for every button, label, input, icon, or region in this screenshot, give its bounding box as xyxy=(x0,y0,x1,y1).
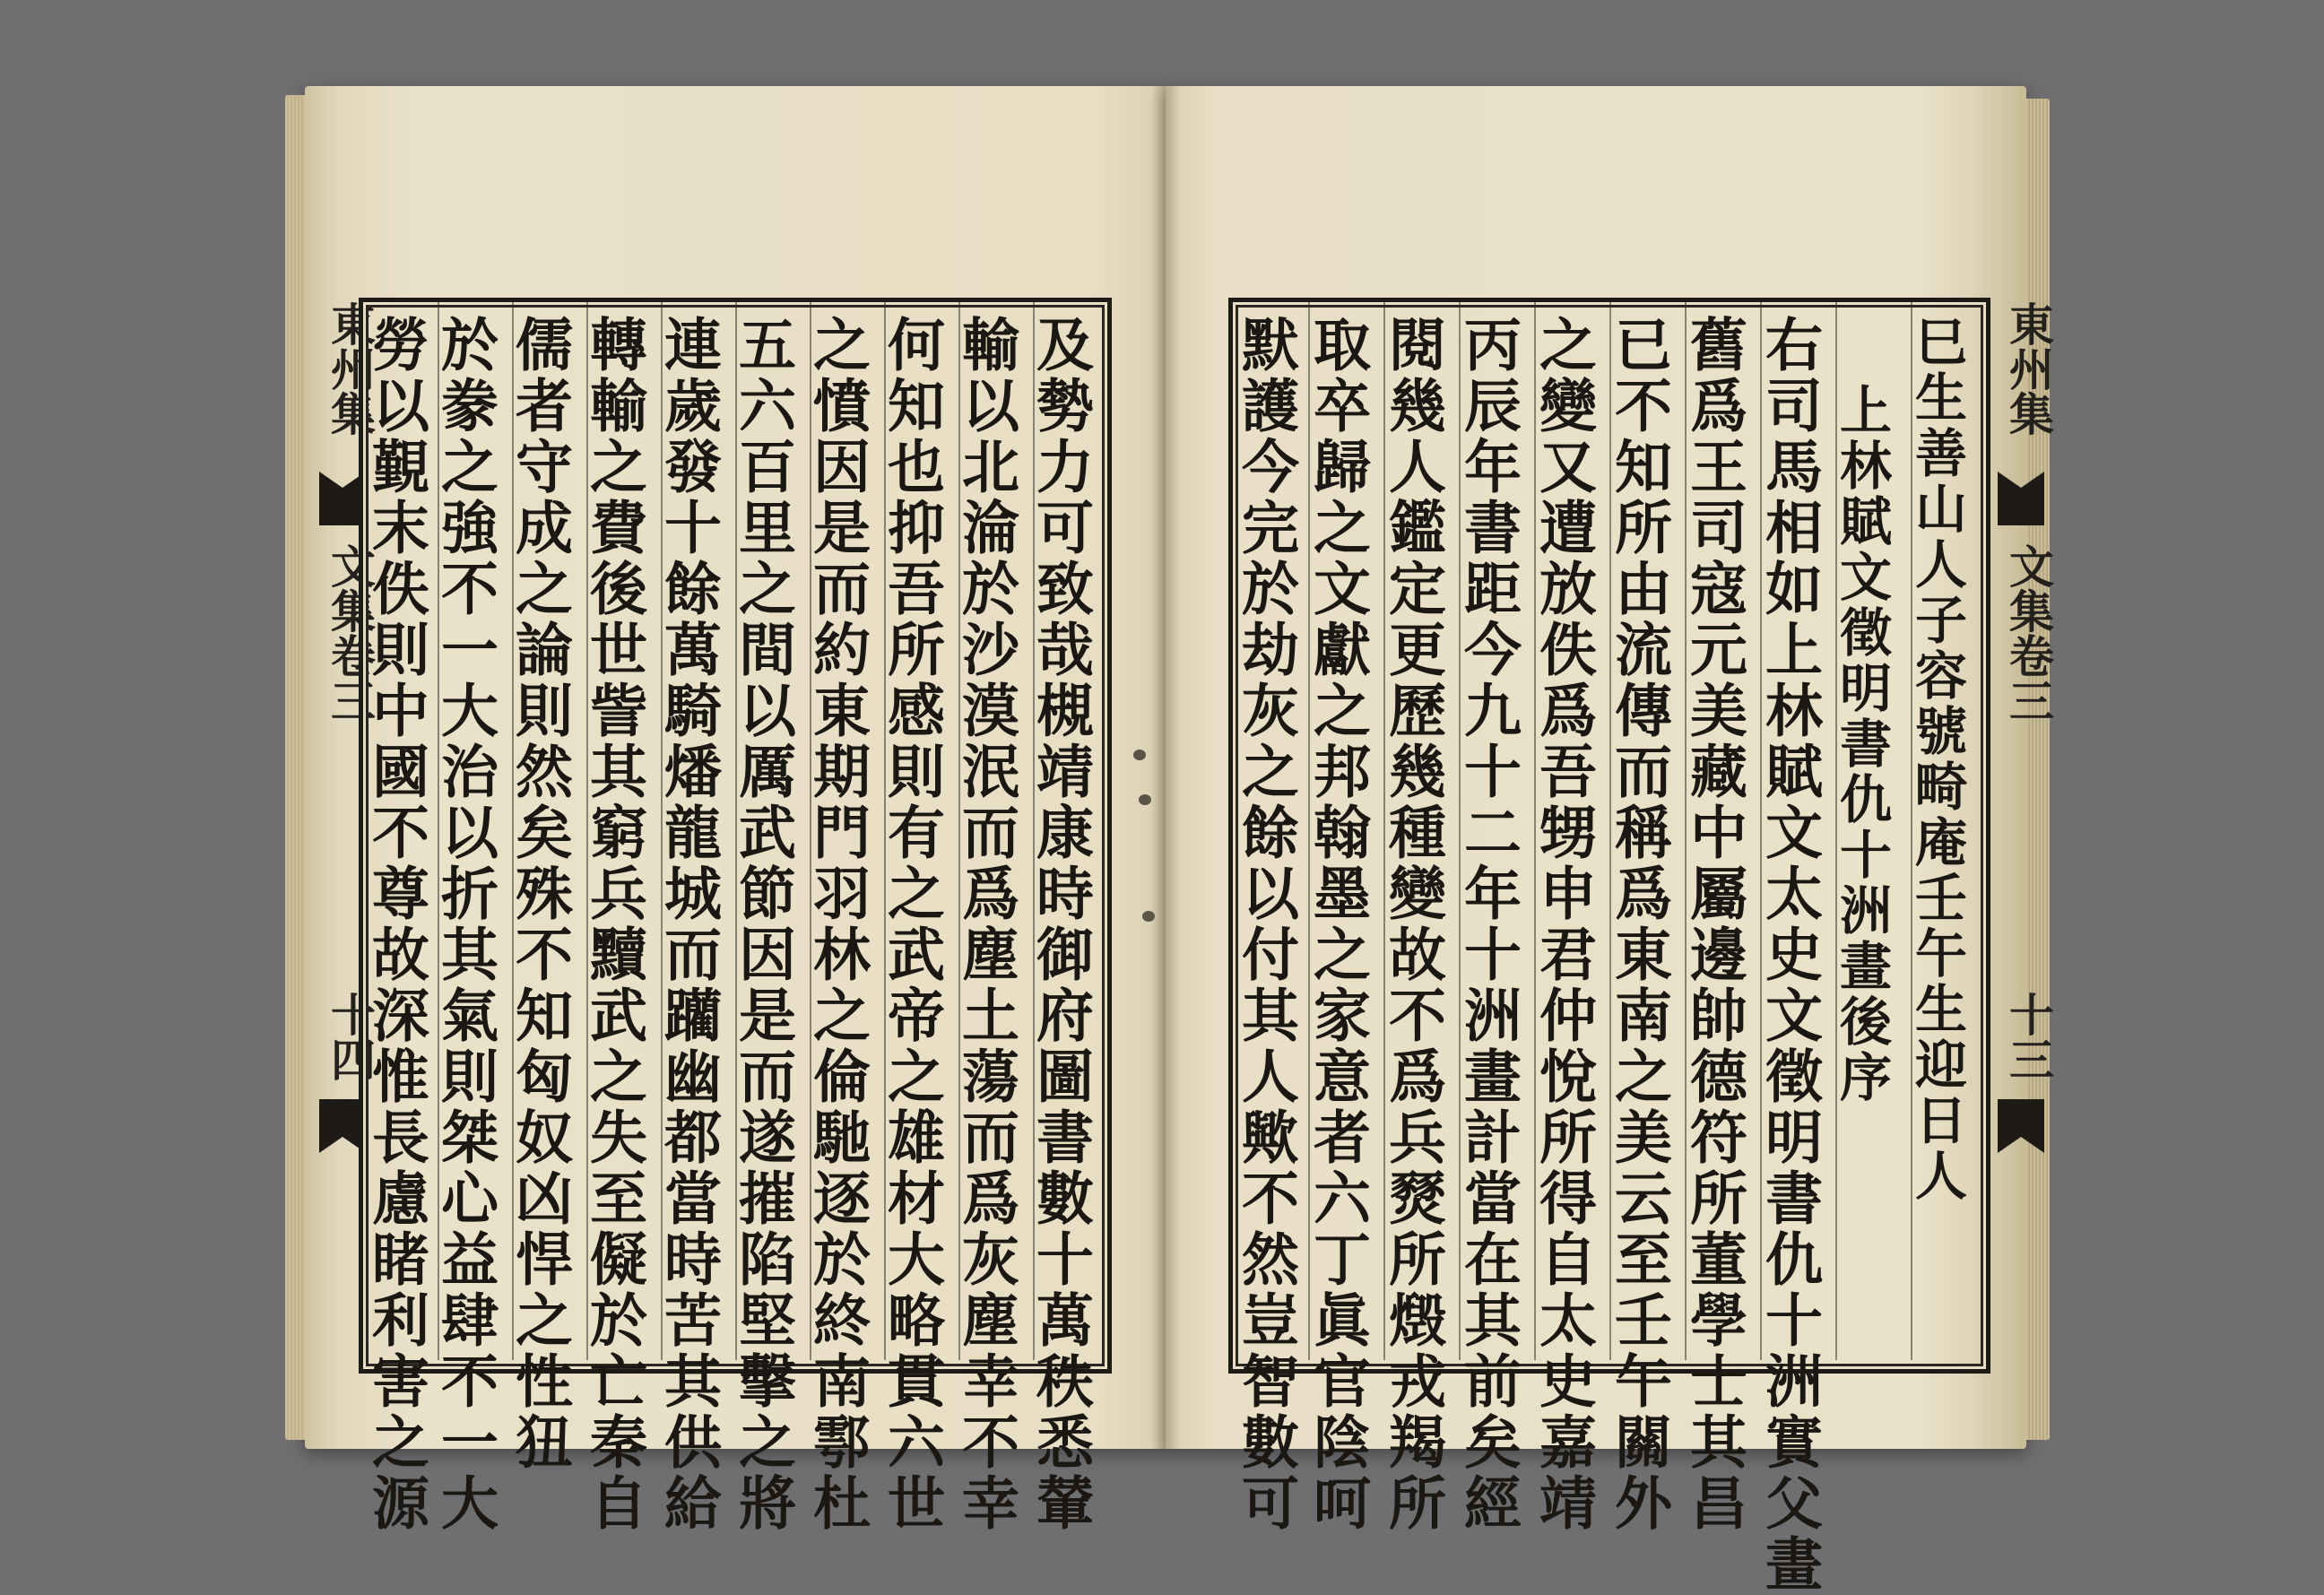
essay-title: 上林賦文徵明書仇十洲畫後序 xyxy=(1831,383,1892,1105)
left-page xyxy=(305,86,1166,1534)
header-line-author: 巳生善山人子容號畸庵壬午生迎日人 xyxy=(1906,315,1967,1204)
left-text-frame xyxy=(359,298,1112,1534)
right-margin-title: 東州集 xyxy=(2002,301,2055,436)
open-book xyxy=(305,86,2055,1595)
binding-hole xyxy=(1133,750,1146,760)
binding-hole xyxy=(1139,794,1151,805)
right-margin-section: 文集卷三 xyxy=(2002,543,2055,723)
text-column-6: 連歲發十餘萬騎燔龍城而躪幽都當時苦其供給 xyxy=(655,315,722,1534)
text-column-5: 五六百里之間以厲武節因是而遂摧陷堅擊之將 xyxy=(729,315,796,1534)
text-column-5: 丙辰年書距今九十二年十洲畫計當在其前矣經 xyxy=(1454,315,1522,1534)
binding-gutter xyxy=(1151,86,1180,1449)
left-margin-section: 文集卷三 xyxy=(324,543,377,723)
left-page-edges xyxy=(285,95,305,1440)
text-column-8: 儒者守成之論則然矣殊不知匈奴凶悍之性狃 xyxy=(506,315,573,1473)
left-margin-page-number: 十四 xyxy=(324,992,377,1081)
text-column-1: 右司馬相如上林賦文太史文徵明書仇十洲實父畫 xyxy=(1756,315,1823,1595)
lower-fish-tail-mark xyxy=(1998,1099,2044,1153)
text-column-4: 之憤因是而約東期門羽林之倫馳逐於終南鄠杜 xyxy=(803,315,871,1534)
right-margin-strip xyxy=(1990,292,2053,1368)
right-text-frame xyxy=(1228,298,1990,1595)
text-column-6: 閱幾人鑑定更歷幾種變故不爲兵燹所燬戎羯所 xyxy=(1379,315,1446,1534)
text-column-4: 之變又遭放佚爲吾甥申君仲悅所得自太史嘉靖 xyxy=(1530,315,1597,1534)
text-column-7: 轉輸之費後世訾其窮兵黷武之失至儗於亡秦自 xyxy=(580,315,647,1534)
text-column-2: 舊爲王司寇元美藏中屬邊帥德符所董學士其昌 xyxy=(1680,315,1747,1534)
text-column-7: 取卒歸之文獻之邦翰墨之家意者六丁眞官陰呵 xyxy=(1304,315,1371,1534)
text-column-9: 於豢之強不一大治以折其氣則桀心益肆不一大 xyxy=(431,315,499,1534)
text-column-10: 勞以覲末佚則中國不尊故深惟長慮睹利害之源 xyxy=(362,315,429,1534)
left-margin-title: 東州集 xyxy=(324,301,377,436)
text-column-3: 已不知所由流傳而稱爲東南之美云至壬午關外 xyxy=(1605,315,1672,1534)
binding-hole xyxy=(1142,911,1155,922)
right-margin-page-number: 十三 xyxy=(2002,992,2055,1081)
text-column-2: 輸以北淪於沙漠泯而爲塵土蕩而爲灰塵幸不幸 xyxy=(952,315,1019,1534)
upper-fish-tail-mark xyxy=(1998,472,2044,525)
text-column-3: 何知也抑吾所感則有之武帝之雄材大略貫六世 xyxy=(878,315,945,1534)
text-column-1: 及勢力可致哉槻靖康時御府圖書數十萬秩悉輦 xyxy=(1027,315,1094,1534)
text-column-8: 默護今完於劫灰之餘以付其人歟不然豈智數可 xyxy=(1232,315,1299,1534)
